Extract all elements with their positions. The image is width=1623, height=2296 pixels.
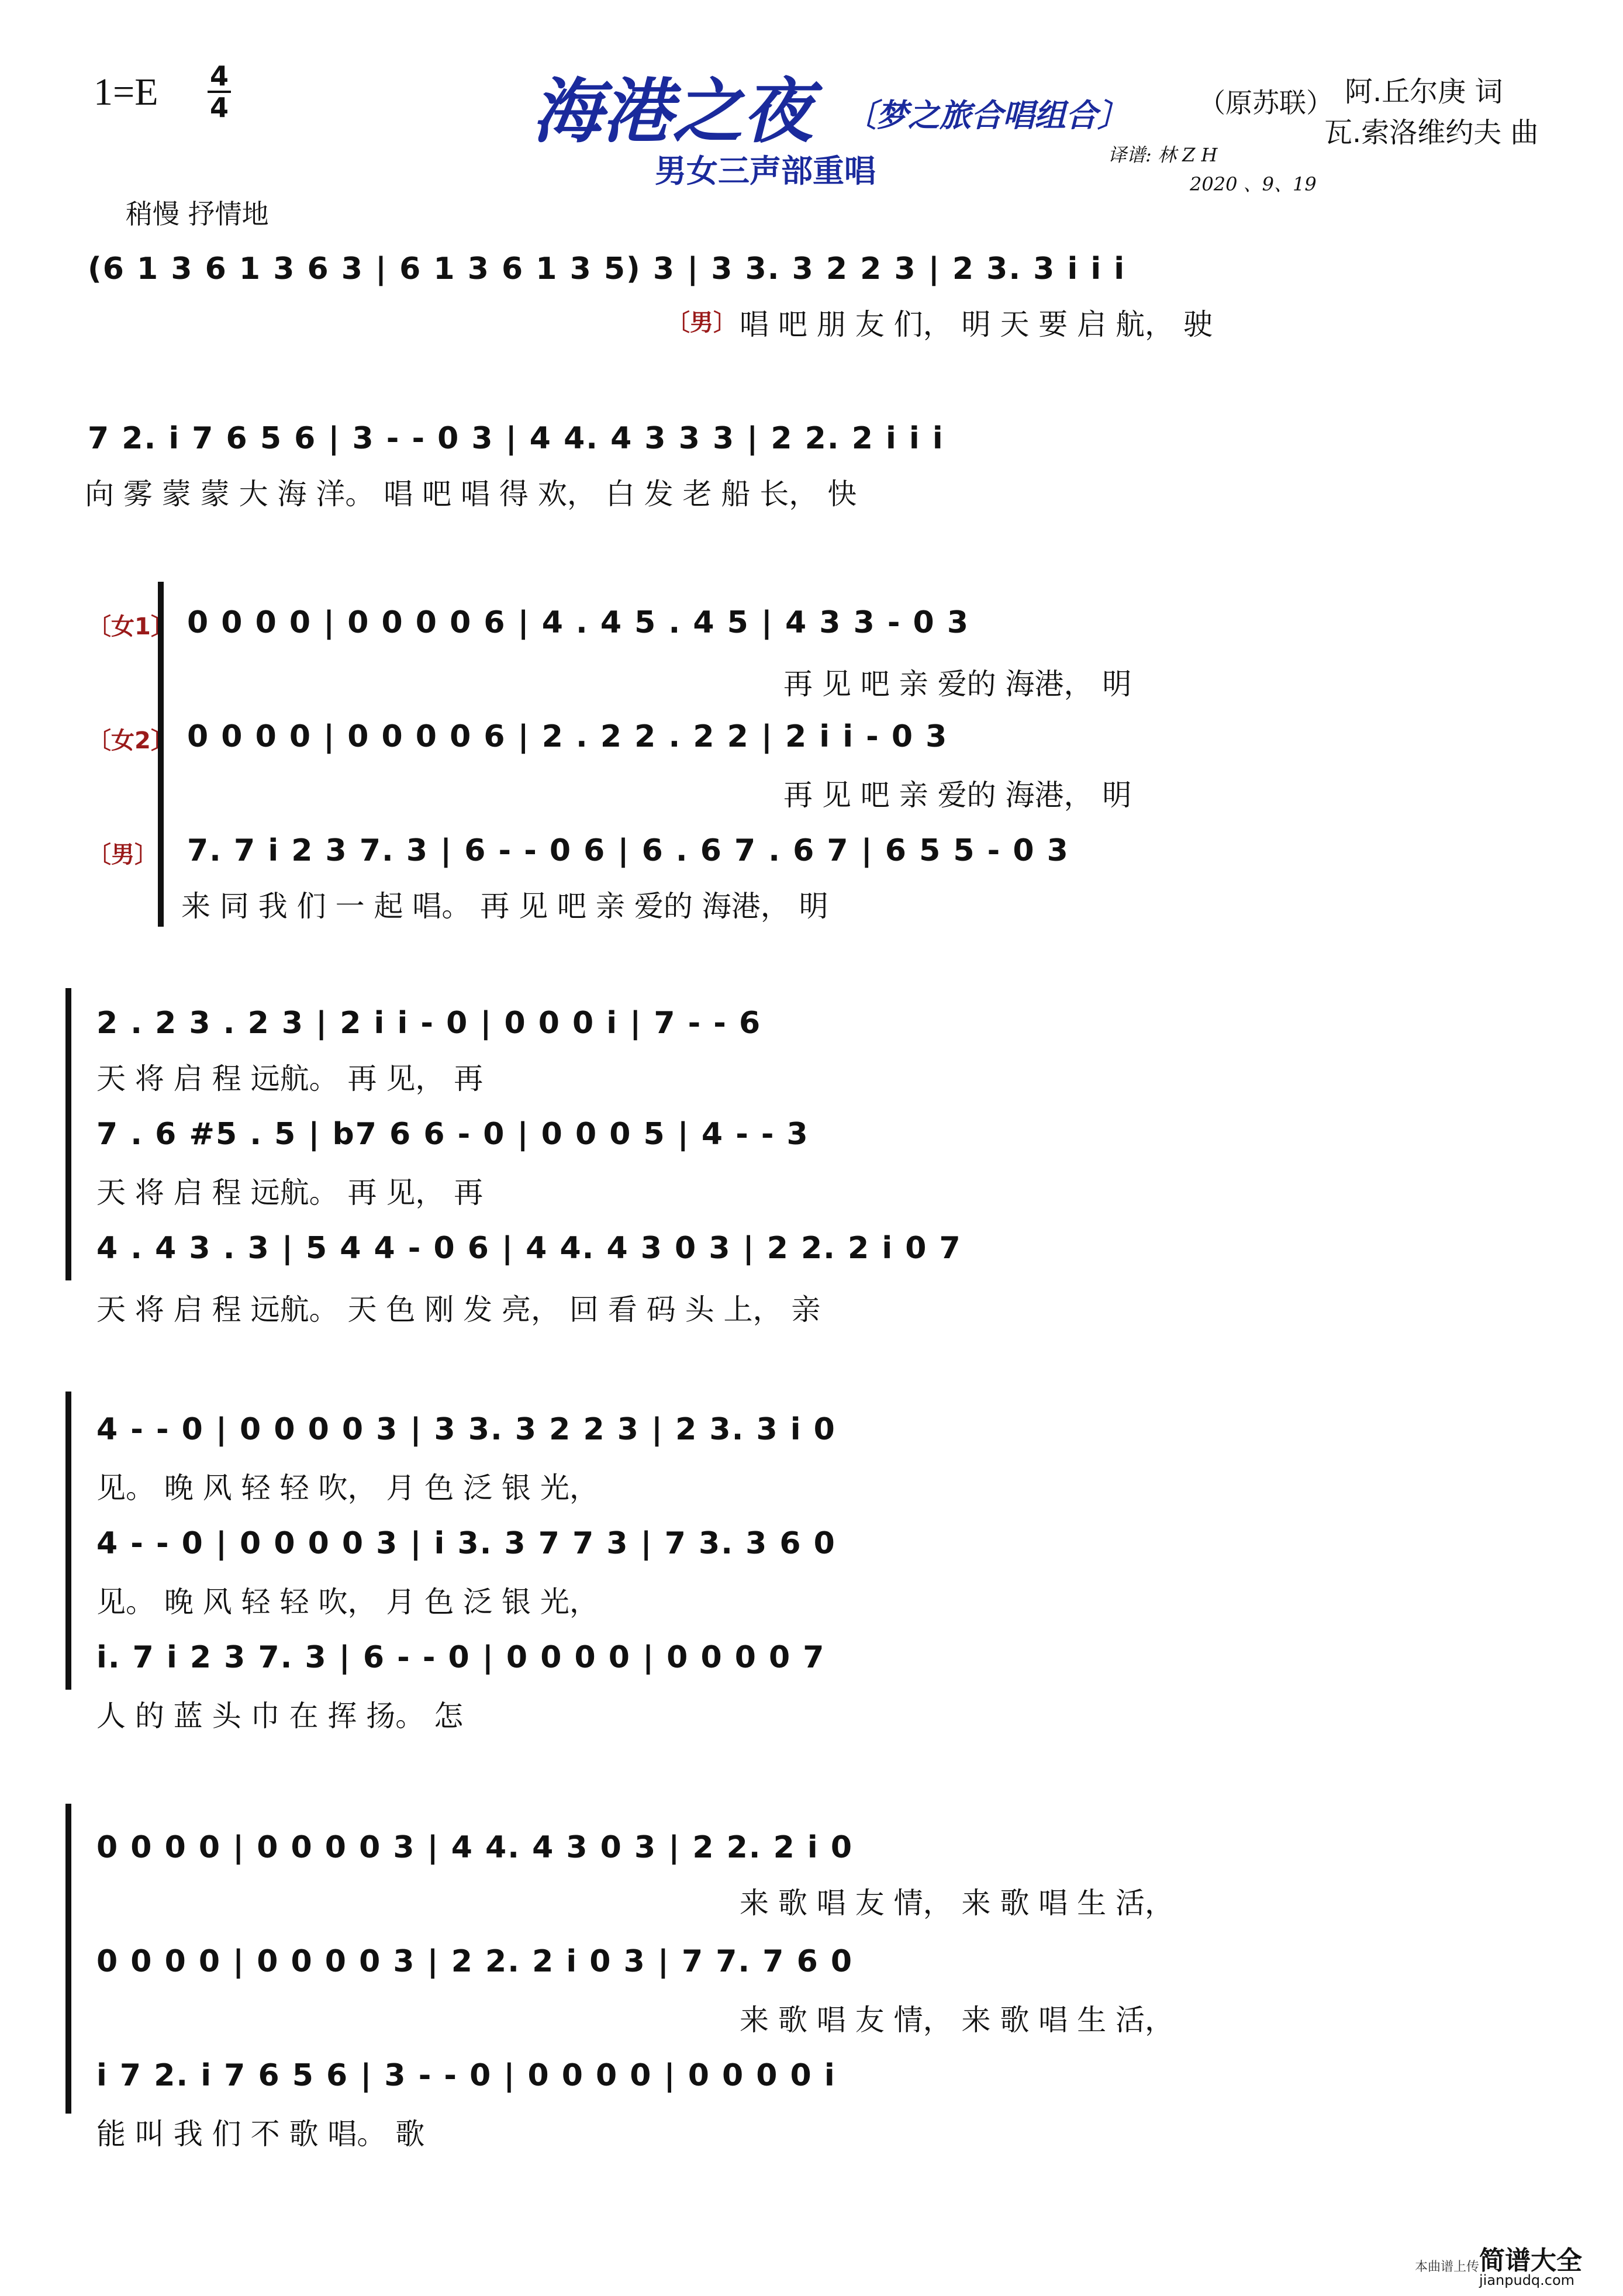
- female1-label: 〔女1〕: [88, 613, 174, 640]
- system-6-voice-2-notes: 0 0 0 0 | 0 0 0 0 3 | 2 2. 2 i 0 3 | 7 7. 7 6 0: [96, 1944, 854, 1979]
- system-5-voice-2-lyrics: 见。 晚 风 轻 轻 吹， 月 色 泛 银 光，: [96, 1585, 599, 1619]
- system-4-voice-1-notes: 2 . 2 3 . 2 3 | 2 i i - 0 | 0 0 0 i | 7 - - 6: [96, 1006, 762, 1041]
- system-5-voice-1-notes: 4 - - 0 | 0 0 0 0 3 | 3 3. 3 2 2 3 | 2 3. 3 i 0: [96, 1412, 836, 1447]
- system-5-voice-1-lyrics: 见。 晚 风 轻 轻 吹， 月 色 泛 银 光，: [96, 1471, 599, 1505]
- song-title: 海港之夜: [532, 70, 813, 153]
- system-6-voice-1-notes: 0 0 0 0 | 0 0 0 0 3 | 4 4. 4 3 0 3 | 2 2. 2 i 0: [96, 1830, 854, 1865]
- time-top: 4: [209, 60, 229, 92]
- system-6-voice-3-lyrics: 能 叫 我 们 不 歌 唱。 歌: [96, 2117, 425, 2151]
- system-4-voice-1-lyrics: 天 将 启 程 远航。 再 见， 再: [96, 1062, 484, 1096]
- tempo-marking: 稍慢 抒情地: [126, 198, 269, 230]
- system-3-voice-3-lyrics: 来 同 我 们 一 起 唱。 再 见 吧 亲 爱的 海港， 明: [181, 889, 828, 923]
- lyricist: 阿.丘尔庚 词: [1345, 75, 1503, 108]
- time-bottom: 4: [209, 92, 229, 123]
- song-origin: （原苏联）: [1199, 87, 1333, 119]
- site-logo[interactable]: [1479, 2233, 1623, 2296]
- logo-text: 简谱大全: [1479, 2246, 1582, 2276]
- system-3-voice-1-lyrics: 再 见 吧 亲 爱的 海港， 明: [783, 667, 1132, 701]
- system-3-voice-2-lyrics: 再 见 吧 亲 爱的 海港， 明: [783, 778, 1132, 812]
- system-4-voice-2-notes: 7 . 6 #5 . 5 | b7 6 6 - 0 | 0 0 0 5 | 4 - - 3: [96, 1117, 809, 1152]
- voicing: 男女三声部重唱: [655, 153, 876, 189]
- song-subtitle: 〔梦之旅合唱组合〕: [845, 97, 1129, 134]
- system-4-bracket: [65, 988, 71, 1280]
- transcription-date: 2020 、9、19: [1190, 173, 1317, 195]
- composer: 瓦.索洛维约夫 曲: [1324, 116, 1539, 149]
- system-3-voice-1-notes: 0 0 0 0 | 0 0 0 0 6 | 4 . 4 5 . 4 5 | 4 3 3 - 0 3: [187, 605, 970, 640]
- transcriber: 译谱: 林 Z H: [1108, 144, 1218, 166]
- system-6-bracket: [65, 1804, 71, 2114]
- system-4-voice-2-lyrics: 天 将 启 程 远航。 再 见， 再: [96, 1176, 484, 1210]
- system-2-lyrics: 向 雾 蒙 蒙 大 海 洋。 唱 吧 唱 得 欢， 白 发 老 船 长， 快: [85, 477, 857, 511]
- male-label: 〔男〕: [88, 841, 158, 868]
- system-1-notes: (6 1 3 6 1 3 6 3 | 6 1 3 6 1 3 5) 3 | 3 3. 3 2 2 3 | 2 3. 3 i i i: [88, 251, 1126, 286]
- system-5-bracket: [65, 1392, 71, 1690]
- system-4-voice-3-lyrics: 天 将 启 程 远航。 天 色 刚 发 亮， 回 看 码 头 上， 亲: [96, 1293, 821, 1327]
- system-4-voice-3-notes: 4 . 4 3 . 3 | 5 4 4 - 0 6 | 4 4. 4 3 0 3 | 2 2. 2 i 0 7: [96, 1231, 962, 1266]
- footer-note: 本曲谱上传: [1415, 2260, 1480, 2274]
- system-6-voice-1-lyrics: 来 歌 唱 友 情， 来 歌 唱 生 活，: [740, 1886, 1175, 1920]
- system-1-lyrics: 唱 吧 朋 友 们， 明 天 要 启 航， 驶: [740, 308, 1213, 341]
- system-3-voice-3-notes: 7. 7 i 2 3 7. 3 | 6 - - 0 6 | 6 . 6 7 . 6 7 | 6 5 5 - 0 3: [187, 833, 1069, 868]
- system-6-voice-3-notes: i 7 2. i 7 6 5 6 | 3 - - 0 | 0 0 0 0 | 0 0 0 0 i: [96, 2058, 836, 2093]
- system-5-voice-3-lyrics: 人 的 蓝 头 巾 在 挥 扬。 怎: [96, 1699, 464, 1733]
- female2-label: 〔女2〕: [88, 727, 174, 754]
- system-6-voice-2-lyrics: 来 歌 唱 友 情， 来 歌 唱 生 活，: [740, 2003, 1175, 2037]
- system-5-voice-2-notes: 4 - - 0 | 0 0 0 0 3 | i 3. 3 7 7 3 | 7 3. 3 6 0: [96, 1526, 836, 1561]
- key-signature: 1=E: [94, 71, 158, 113]
- logo-url: jianpudq.com: [1479, 2272, 1575, 2288]
- male-intro-label: 〔男〕: [667, 309, 737, 336]
- system-5-voice-3-notes: i. 7 i 2 3 7. 3 | 6 - - 0 | 0 0 0 0 | 0 0 0 0 7: [96, 1640, 826, 1675]
- system-3-voice-2-notes: 0 0 0 0 | 0 0 0 0 6 | 2 . 2 2 . 2 2 | 2 i i - 0 3: [187, 719, 948, 754]
- time-signature: [208, 61, 231, 122]
- system-2-notes: 7 2. i 7 6 5 6 | 3 - - 0 3 | 4 4. 4 3 3 3 | 2 2. 2 i i i: [88, 421, 944, 456]
